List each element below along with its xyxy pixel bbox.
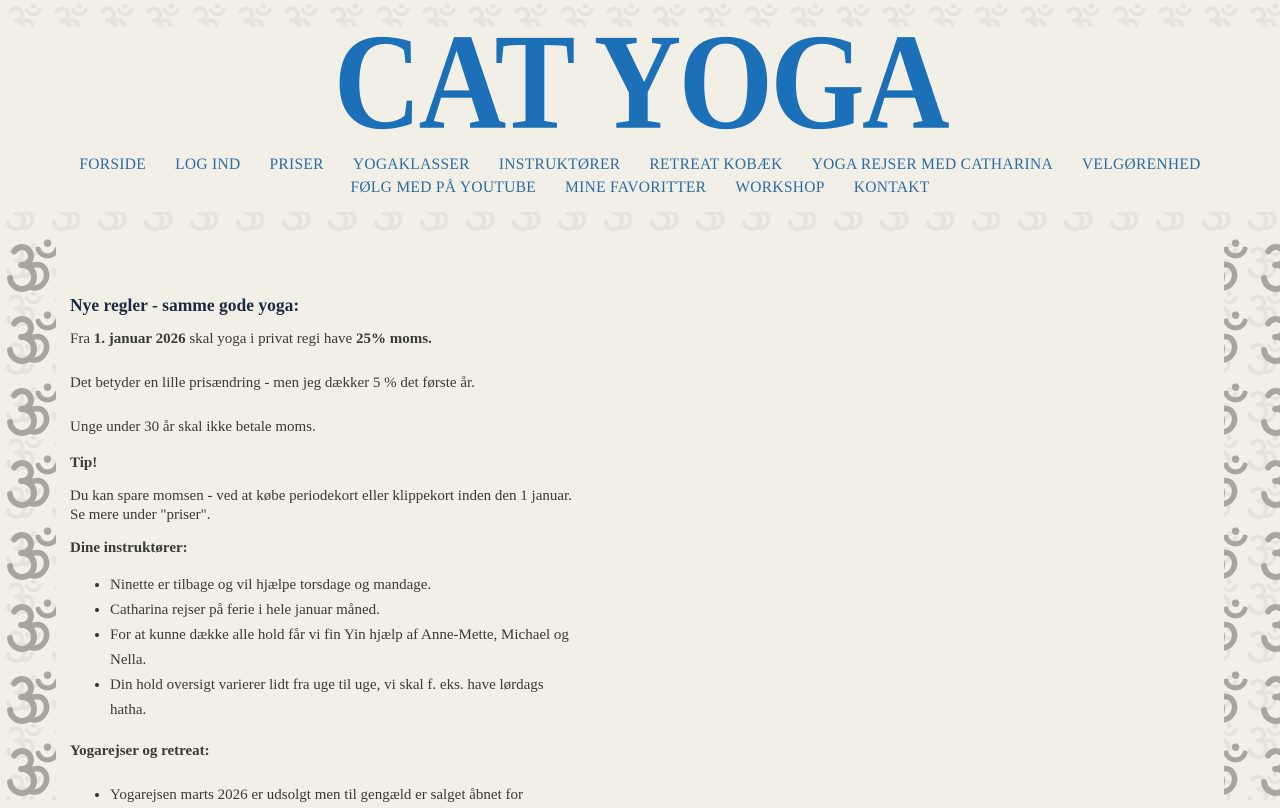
tip-line: Se mere under "priser". <box>70 507 211 523</box>
under-30-paragraph: Unge under 30 år skal ikke betale moms. <box>70 419 316 435</box>
list-item-line: • Catharina rejser på ferie i hele januar måned. <box>110 602 380 618</box>
site-logo[interactable] <box>0 5 1280 158</box>
instructors-list <box>70 573 582 723</box>
nav-retreat-kobaek[interactable]: RETREAT KOBÆK <box>649 156 783 173</box>
site-header <box>0 5 1280 212</box>
tip-title: Tip! <box>70 455 98 471</box>
nav-workshop[interactable]: WORKSHOP <box>735 179 825 196</box>
list-item <box>110 673 582 723</box>
list-item-line: • Din hold oversigt varierer lidt fra uge til uge, vi skal f. eks. have lørdags <box>110 677 544 693</box>
content-panel <box>56 232 1224 803</box>
main-navigation <box>0 153 1280 199</box>
nav-instruktorer[interactable]: INSTRUKTØRER <box>498 156 621 173</box>
nav-folg-med-pa-youtube[interactable]: FØLG MED PÅ YOUTUBE <box>350 179 537 196</box>
nav-row-2 <box>0 176 1280 199</box>
list-item-line: hatha. <box>110 702 147 718</box>
travel-title: Yogarejser og retreat: <box>70 743 210 759</box>
list-item-line: • Ninette er tilbage og vil hjælpe torsdage og mandage. <box>110 577 432 593</box>
nav-mine-favoritter[interactable]: MINE FAVORITTER <box>565 179 707 196</box>
nav-yogaklasser[interactable]: YOGAKLASSER <box>352 156 470 173</box>
intro-text: skal yoga i privat regi have <box>185 331 356 347</box>
intro-date-bold: 1. januar 2026 <box>93 331 186 347</box>
nav-log-ind[interactable]: LOG IND <box>175 156 241 173</box>
page-title: Nye regler - samme gode yoga: <box>70 295 300 315</box>
nav-kontakt[interactable]: KONTAKT <box>853 179 930 196</box>
intro-text: Fra <box>70 331 94 347</box>
nav-priser[interactable]: PRISER <box>269 156 324 173</box>
site-logo-text: CAT YOGA <box>333 5 947 158</box>
list-item <box>110 783 582 808</box>
list-item <box>110 598 582 623</box>
nav-velgorenhed[interactable]: VELGØRENHED <box>1081 156 1201 173</box>
nav-yoga-rejser-med-catharina[interactable]: YOGA REJSER MED CATHARINA <box>811 156 1053 173</box>
list-item-line: Nella. <box>110 652 147 668</box>
tip-paragraph <box>70 487 582 525</box>
travel-list <box>70 783 582 808</box>
list-item-line: • For at kunne dække alle hold får vi fin Yin hjælp af Anne-Mette, Michael og <box>110 627 569 643</box>
list-item-line: • Yogarejsen marts 2026 er udsolgt men til gengæld er salget åbnet for <box>110 787 523 803</box>
list-item <box>110 573 582 598</box>
nav-forside[interactable]: FORSIDE <box>79 156 147 173</box>
intro-paragraph <box>70 330 582 349</box>
tip-line: Du kan spare momsen - ved at købe periodekort eller klippekort inden den 1 januar. <box>70 488 572 504</box>
content-column <box>70 294 582 808</box>
intro-vat-bold: 25% moms. <box>355 331 432 347</box>
price-change-paragraph: Det betyder en lille prisændring - men jeg dækker 5 % det første år. <box>70 375 475 391</box>
list-item <box>110 623 582 673</box>
instructors-title: Dine instruktører: <box>70 540 188 556</box>
